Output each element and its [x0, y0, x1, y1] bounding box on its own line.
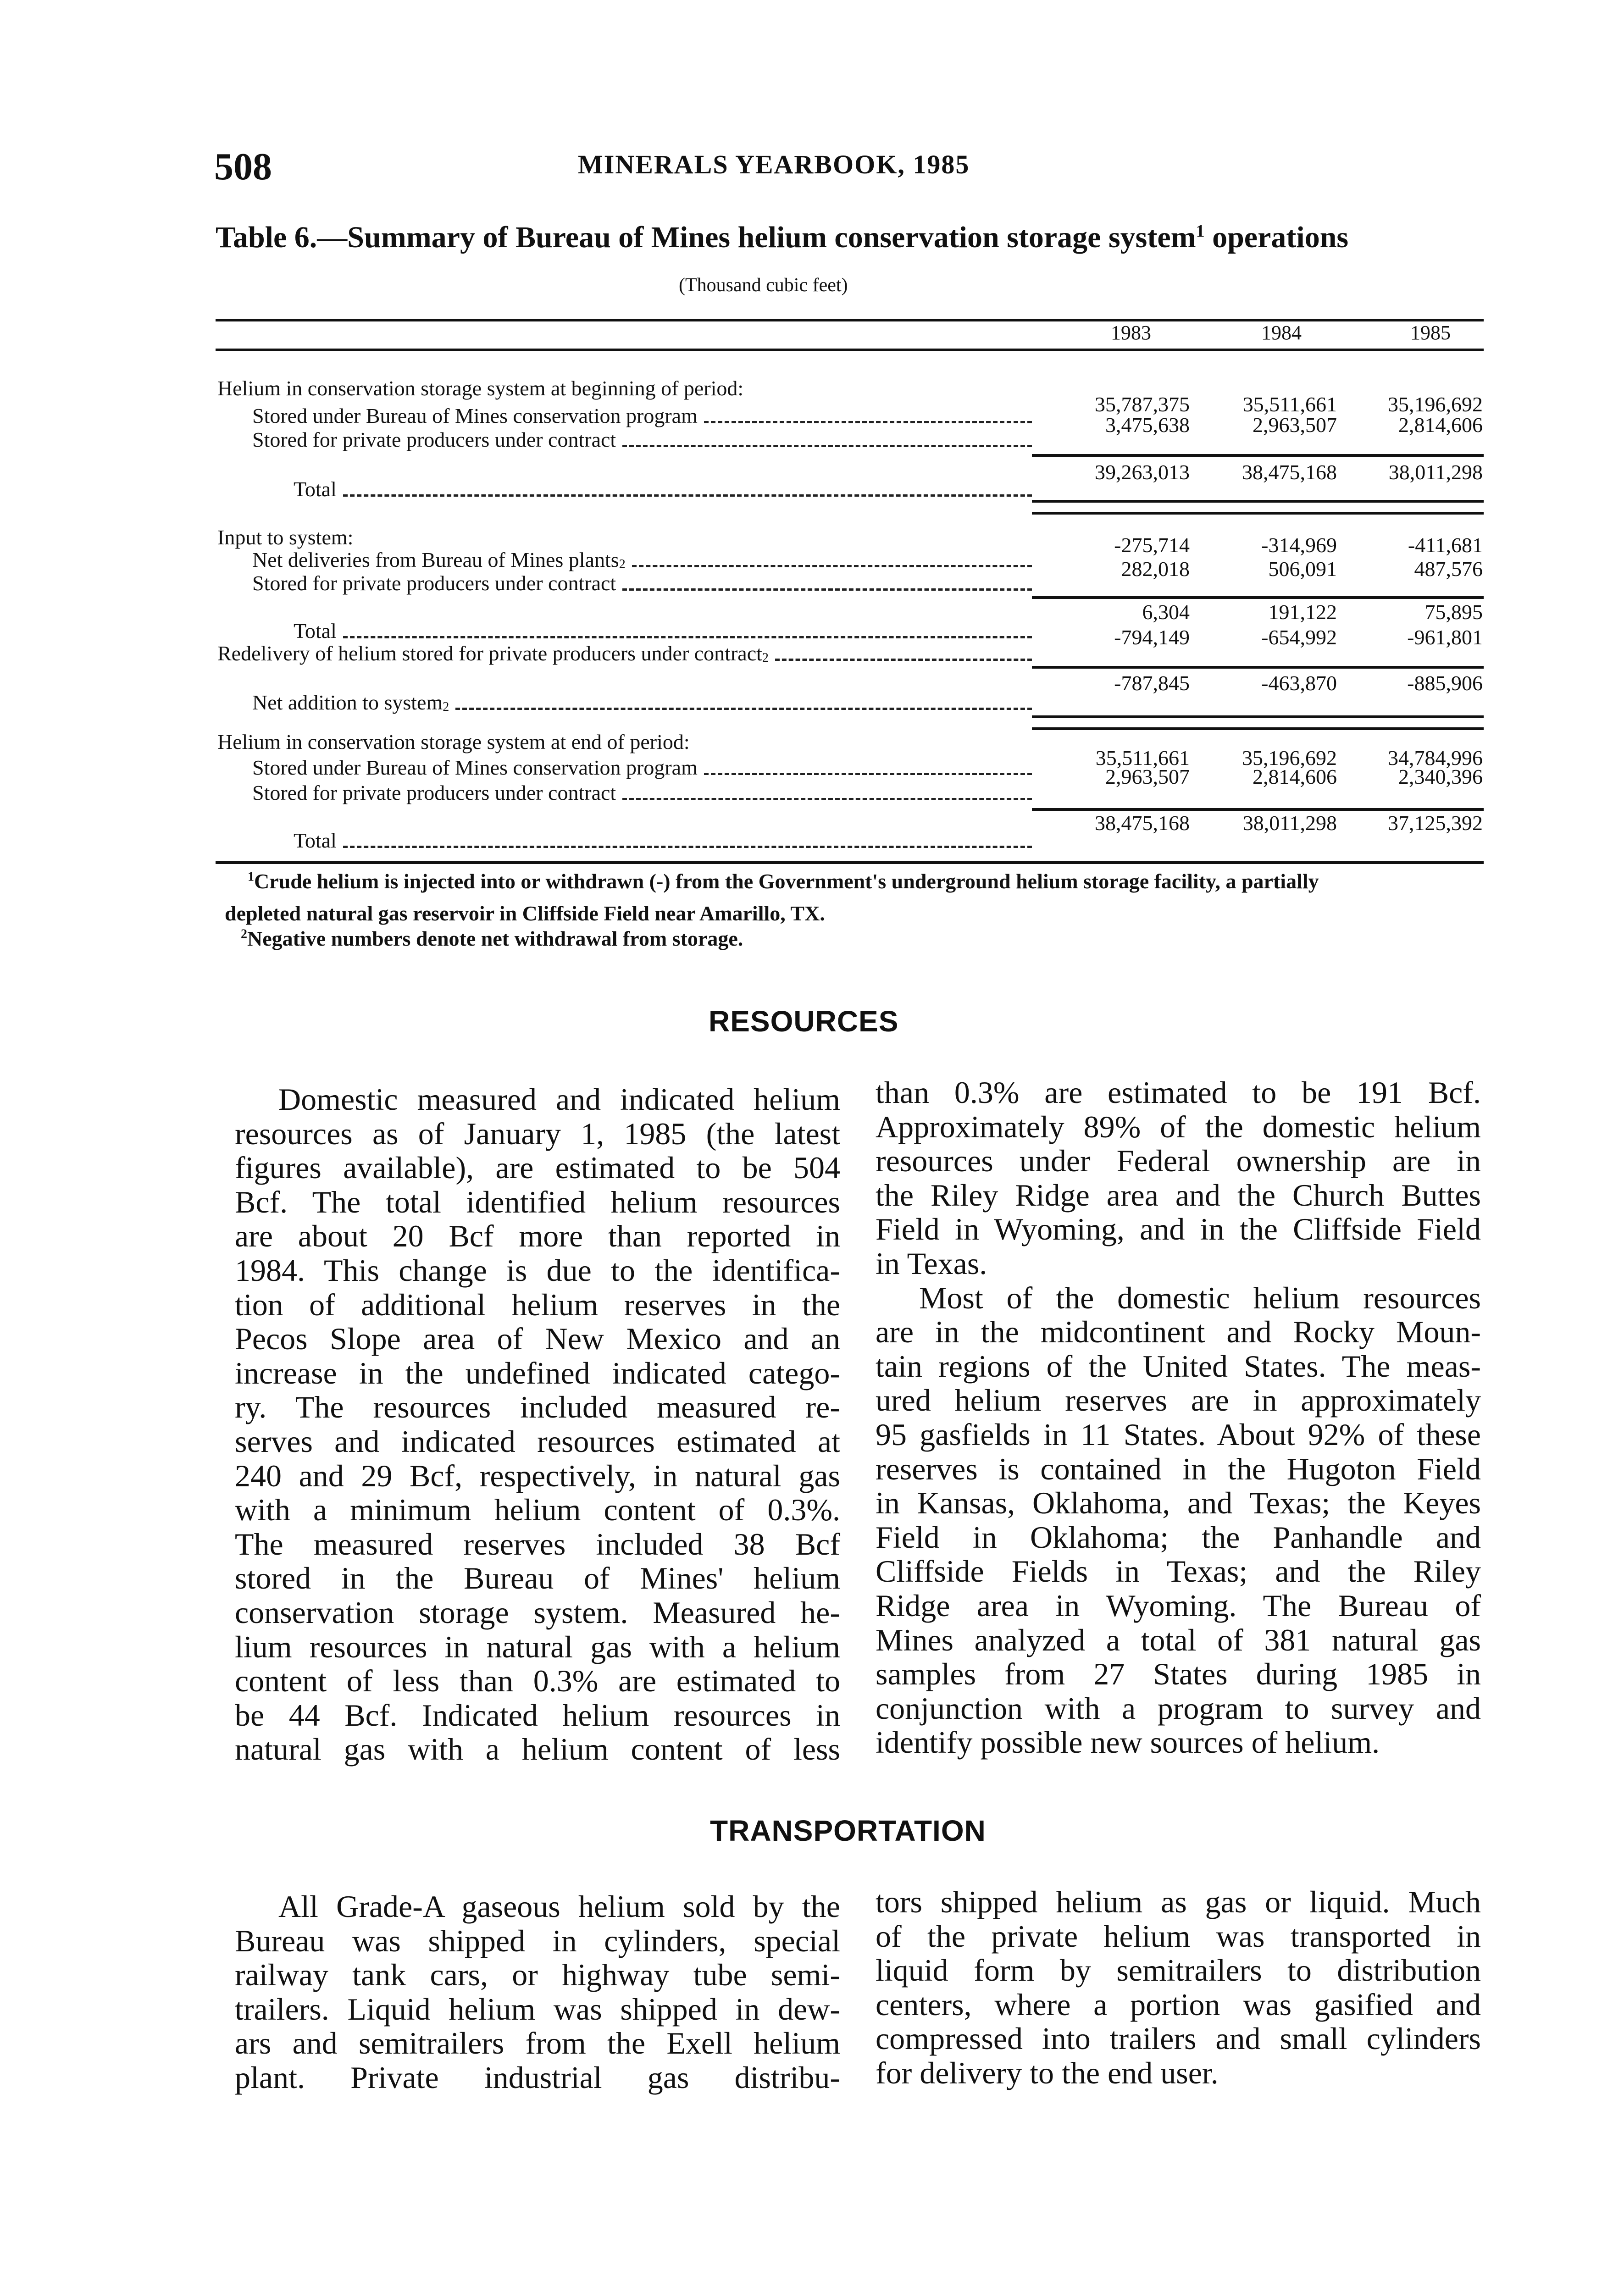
table-cell-1983: 6,304	[1142, 600, 1190, 624]
total-rule	[1032, 715, 1484, 718]
table-cell-1984: 2,814,606	[1253, 765, 1337, 788]
table-group-heading	[217, 730, 690, 754]
dot-leader	[632, 565, 1032, 567]
year-header-1983: 1983	[1111, 321, 1151, 344]
dot-leader	[343, 846, 1032, 848]
table-cell-1983: 3,475,638	[1105, 413, 1190, 437]
dot-leader	[704, 773, 1032, 775]
row-label-text: Helium in conservation storage system at beginning of period:	[217, 377, 744, 400]
text-line: are in the midcontinent and Rocky Moun-	[876, 1314, 1481, 1350]
text-line: are about 20 Bcf more than reported in	[235, 1219, 840, 1254]
table-cell-1984: -654,992	[1261, 626, 1337, 649]
table-cell-1984: -314,969	[1261, 533, 1337, 557]
table-row-label	[252, 781, 1032, 805]
row-label-text: Stored under Bureau of Mines conservation program	[252, 756, 698, 779]
text-line: tain regions of the United States. The meas-	[876, 1348, 1481, 1384]
table-row-label	[252, 690, 1032, 714]
footnote-ref: 2	[762, 651, 769, 665]
row-label-text: Stored for private producers under contract	[252, 571, 616, 595]
text-line: The measured reserves included 38 Bcf	[235, 1526, 840, 1562]
dot-leader	[343, 636, 1032, 638]
text-line: tors shipped helium as gas or liquid. Much	[876, 1884, 1481, 1919]
table-cell-1984: 38,475,168	[1242, 460, 1337, 484]
footnote	[241, 926, 743, 951]
text-line: Cliffside Fields in Texas; and the Riley	[876, 1554, 1481, 1589]
text-line: conservation storage system. Measured he-	[235, 1595, 840, 1630]
text-line: liquid form by semitrailers to distribution	[876, 1953, 1481, 1988]
dot-leader	[343, 494, 1032, 497]
table-row-label	[294, 619, 1032, 643]
table-cell-1985: 35,196,692	[1388, 393, 1483, 416]
table-cell-1984: 35,511,661	[1242, 393, 1337, 416]
text-line: compressed into trailers and small cylinders	[876, 2021, 1481, 2056]
text-line: than 0.3% are estimated to be 191 Bcf.	[876, 1075, 1481, 1110]
row-label-text: Redelivery of helium stored for private producers under contract	[217, 642, 762, 665]
total-rule	[1032, 727, 1484, 730]
table-cell-1983: 38,475,168	[1095, 811, 1190, 835]
text-line: increase in the undefined indicated catego-	[235, 1355, 840, 1390]
table-cell-1983: -787,845	[1114, 671, 1190, 695]
page-number: 508	[214, 145, 272, 188]
table-cell-1984: 35,196,692	[1242, 746, 1337, 770]
footnote-ref: 1	[1196, 222, 1205, 241]
total-rule	[1032, 512, 1484, 515]
running-title: MINERALS YEARBOOK, 1985	[578, 150, 970, 179]
text-line: reserves is contained in the Hugoton Field	[876, 1451, 1481, 1486]
table-group-heading	[217, 525, 353, 549]
dot-leader	[622, 588, 1032, 591]
text-line: tion of additional helium reserves in the	[235, 1287, 840, 1322]
year-header-1985: 1985	[1410, 321, 1451, 344]
table-group-heading	[217, 376, 743, 400]
text-line: in Kansas, Oklahoma, and Texas; the Keyes	[876, 1485, 1481, 1521]
text-line: ured helium reserves are in approximately	[876, 1383, 1481, 1418]
table-cell-1983: 35,511,661	[1095, 746, 1190, 770]
table-cell-1984: 2,963,507	[1253, 413, 1337, 437]
text-line: content of less than 0.3% are estimated to	[235, 1663, 840, 1699]
text-line: Pecos Slope area of New Mexico and an	[235, 1321, 840, 1357]
year-header-1984: 1984	[1261, 321, 1302, 344]
text-line: Most of the domestic helium resources	[919, 1280, 1481, 1315]
footnote-text: depleted natural gas reservoir in Cliffside Field near Amarillo, TX.	[225, 902, 825, 925]
text-line: resources under Federal ownership are in	[876, 1143, 1481, 1179]
table-cell-1984: 38,011,298	[1242, 811, 1337, 835]
table-row-label	[294, 828, 1032, 853]
table-row-label	[252, 548, 1032, 572]
table-cell-1983: -275,714	[1114, 533, 1190, 557]
row-label-text: Net deliveries from Bureau of Mines plants	[252, 548, 619, 571]
text-line: trailers. Liquid helium was shipped in dew-	[235, 1991, 840, 2027]
dot-leader	[704, 421, 1032, 423]
text-line: All Grade-A gaseous helium sold by the	[278, 1889, 840, 1924]
text-line: Bureau was shipped in cylinders, special	[235, 1923, 840, 1958]
transportation-column-left	[235, 1889, 840, 2095]
table-cell-1984: -463,870	[1261, 671, 1337, 695]
row-label-text: Stored for private producers under contract	[252, 781, 616, 804]
row-label-text: Net addition to system	[252, 691, 443, 714]
text-line: conjunction with a program to survey and	[876, 1690, 1481, 1726]
row-label-text: Total	[294, 619, 337, 642]
table-row-label	[252, 571, 1032, 595]
text-line: plant. Private industrial gas distribu-	[235, 2060, 840, 2095]
text-line: stored in the Bureau of Mines' helium	[235, 1561, 840, 1596]
row-label-text: Input to system:	[217, 526, 354, 549]
resources-column-right	[876, 1075, 1481, 1760]
table-cell-1983: 39,263,013	[1095, 460, 1190, 484]
row-label-text: Total	[294, 829, 337, 852]
table-title-tail: operations	[1204, 221, 1349, 254]
table-row-label	[217, 641, 1032, 665]
text-line: 95 gasfields in 11 States. About 92% of these	[876, 1417, 1481, 1452]
text-line: be 44 Bcf. Indicated helium resources in	[235, 1697, 840, 1733]
table-cell-1983: 2,963,507	[1105, 765, 1190, 788]
footnote-ref: 2	[619, 557, 626, 571]
dot-leader	[775, 659, 1032, 661]
section-heading-resources: RESOURCES	[709, 1005, 899, 1038]
text-line: the Riley Ridge area and the Church Buttes	[876, 1177, 1481, 1213]
table-row-label	[252, 404, 1032, 428]
total-rule	[1032, 666, 1484, 669]
table-header-rule	[216, 349, 1484, 351]
total-rule	[1032, 596, 1484, 599]
transportation-column-right	[876, 1885, 1481, 2090]
table-row-label	[294, 477, 1032, 501]
footnote-number: 1	[248, 870, 254, 884]
table-cell-1985: -885,906	[1407, 671, 1483, 695]
table-title-text: Table 6.—Summary of Bureau of Mines helium conservation storage system	[216, 221, 1196, 254]
text-line: Domestic measured and indicated helium	[278, 1082, 840, 1117]
text-line: Mines analyzed a total of 381 natural gas	[876, 1622, 1481, 1657]
table-cell-1985: 2,814,606	[1398, 413, 1483, 437]
row-label-text: Total	[294, 477, 337, 501]
table-cell-1985: 34,784,996	[1388, 746, 1483, 770]
table-cell-1985: 487,576	[1414, 557, 1483, 581]
text-line: of the private helium was transported in	[876, 1918, 1481, 1954]
row-label-text: Helium in conservation storage system at end of period:	[217, 730, 690, 753]
text-line: Ridge area in Wyoming. The Bureau of	[876, 1588, 1481, 1623]
table-cell-1983: 282,018	[1121, 557, 1190, 581]
table-cell-1985: -411,681	[1408, 533, 1483, 557]
dot-leader	[622, 445, 1032, 447]
text-line: resources as of January 1, 1985 (the latest	[235, 1116, 840, 1151]
resources-column-left	[235, 1082, 840, 1767]
text-line: Bcf. The total identified helium resources	[235, 1184, 840, 1219]
table-subtitle: (Thousand cubic feet)	[679, 275, 848, 296]
table-row-label	[252, 755, 1032, 780]
row-label-text: Stored for private producers under contract	[252, 428, 616, 451]
table-cell-1983: 35,787,375	[1095, 393, 1190, 416]
text-line: ars and semitrailers from the Exell helium	[235, 2026, 840, 2061]
table-cell-1985: 38,011,298	[1388, 460, 1483, 484]
table-cell-1984: 191,122	[1268, 600, 1337, 624]
footnote-ref: 2	[443, 700, 449, 714]
total-rule	[1032, 454, 1484, 457]
text-line: serves and indicated resources estimated at	[235, 1423, 840, 1459]
table-cell-1984: 506,091	[1268, 557, 1337, 581]
text-line: with a minimum helium content of 0.3%.	[235, 1492, 840, 1528]
footnote	[225, 901, 825, 925]
text-line: samples from 27 States during 1985 in	[876, 1656, 1481, 1692]
text-line: Approximately 89% of the domestic helium	[876, 1109, 1481, 1144]
dot-leader	[622, 798, 1032, 800]
table-row-label	[252, 427, 1032, 452]
table-cell-1985: 2,340,396	[1398, 765, 1483, 788]
text-line: ry. The resources included measured re-	[235, 1390, 840, 1425]
footnote-text: Crude helium is injected into or withdrawn (-) from the Government's underground helium storage facility, a partially	[254, 870, 1319, 893]
text-line: Field in Oklahoma; the Panhandle and	[876, 1519, 1481, 1555]
table-cell-1985: -961,801	[1407, 626, 1483, 649]
text-line: in Texas.	[876, 1246, 987, 1281]
text-line: railway tank cars, or highway tube semi-	[235, 1957, 840, 1993]
footnote	[248, 869, 1319, 893]
text-line: centers, where a portion was gasified and	[876, 1987, 1481, 2022]
table-cell-1985: 37,125,392	[1388, 811, 1483, 835]
table-cell-1983: -794,149	[1114, 626, 1190, 649]
text-line: 1984. This change is due to the identifica-	[235, 1252, 840, 1288]
text-line: figures available), are estimated to be 504	[235, 1150, 840, 1185]
section-heading-transportation: TRANSPORTATION	[710, 1814, 986, 1847]
text-line: identify possible new sources of helium.	[876, 1725, 1380, 1760]
text-line: natural gas with a helium content of less	[235, 1732, 840, 1767]
text-line: Field in Wyoming, and in the Cliffside Field	[876, 1212, 1481, 1247]
footnote-text: Negative numbers denote net withdrawal from storage.	[247, 927, 743, 950]
text-line: lium resources in natural gas with a helium	[235, 1629, 840, 1664]
total-rule	[1032, 500, 1484, 503]
text-line: for delivery to the end user.	[876, 2055, 1219, 2090]
table-title	[216, 220, 1348, 255]
total-rule	[1032, 808, 1484, 811]
table-bottom-rule	[216, 861, 1484, 864]
table-cell-1985: 75,895	[1424, 600, 1483, 624]
text-line: 240 and 29 Bcf, respectively, in natural gas	[235, 1458, 840, 1493]
footnote-number: 2	[241, 927, 247, 942]
row-label-text: Stored under Bureau of Mines conservation program	[252, 404, 698, 427]
dot-leader	[455, 708, 1032, 710]
